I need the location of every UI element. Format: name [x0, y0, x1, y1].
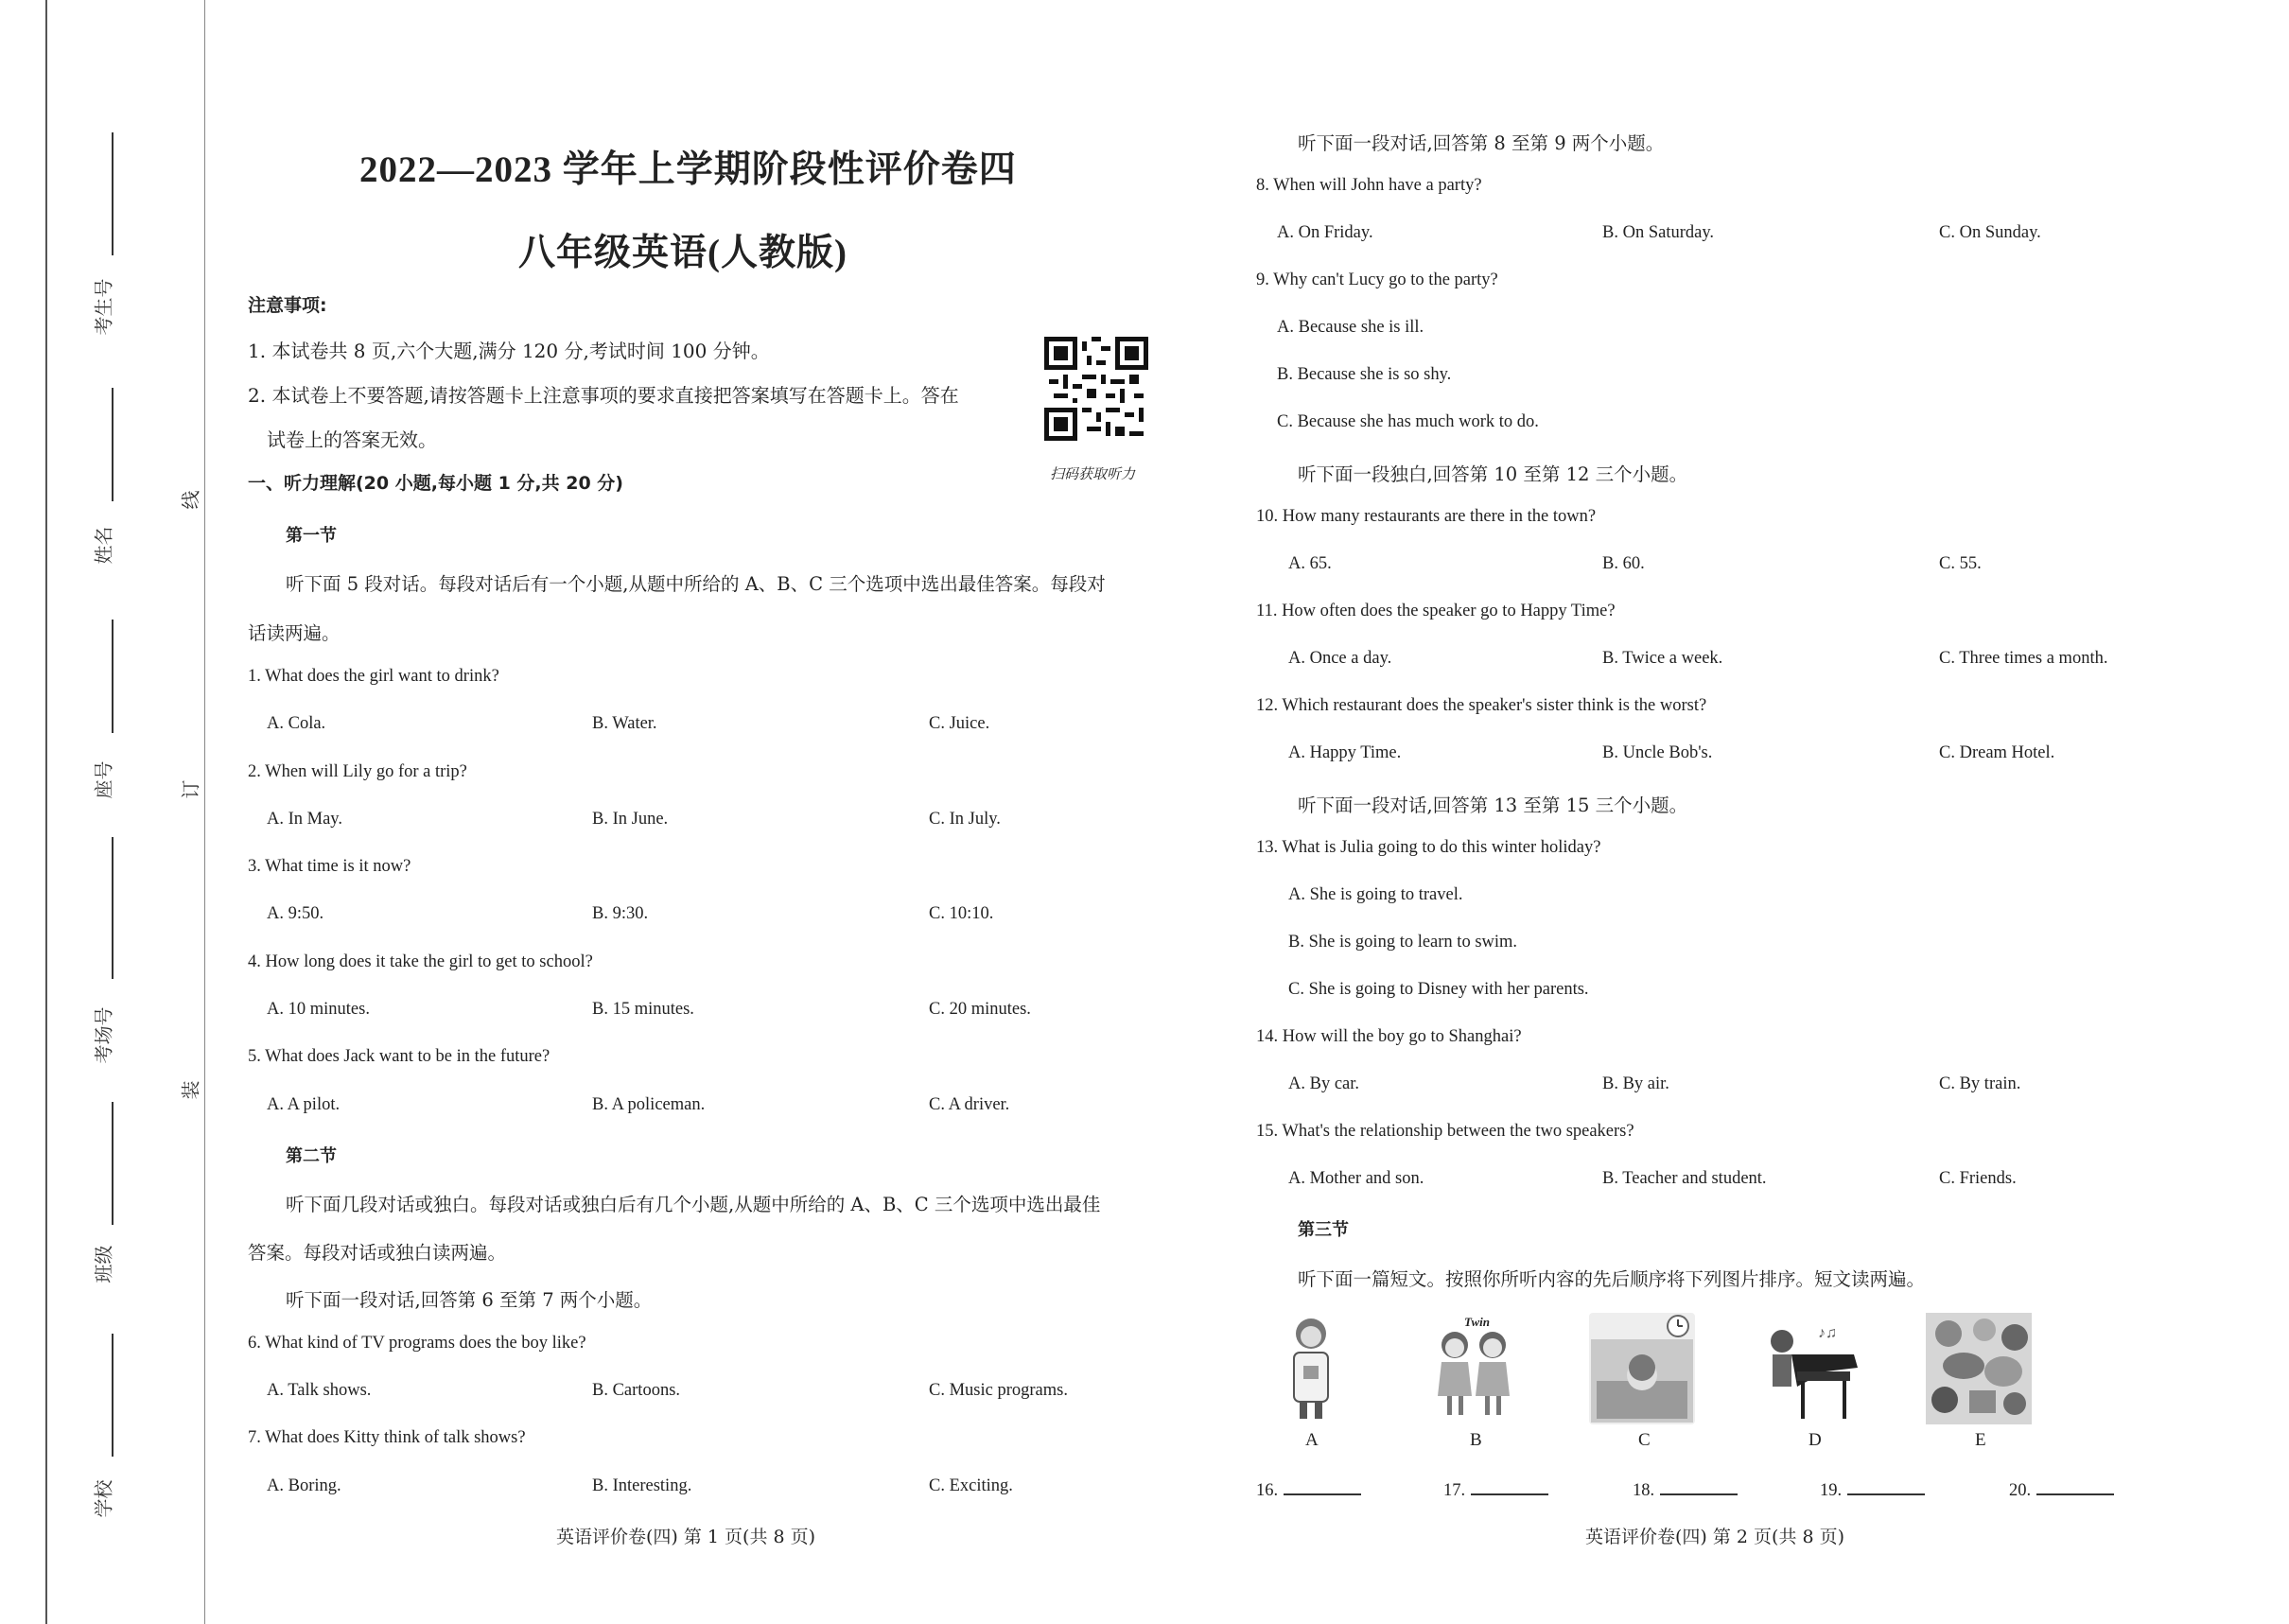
blank-number: 19. — [1820, 1481, 1843, 1500]
part1-instruction-cont: 话读两遍。 — [248, 622, 341, 644]
cut-mark-bind: 订 — [179, 779, 202, 799]
field-line — [112, 388, 114, 501]
question-11-option-b: B. Twice a week. — [1602, 649, 1723, 668]
question-6: 6. What kind of TV programs does the boy like? — [248, 1334, 586, 1353]
qr-caption: 扫码获取听力 — [1050, 465, 1136, 482]
question-1: 1. What does the girl want to drink? — [248, 667, 499, 686]
question-13-option-c: C. She is going to Disney with her parents. — [1288, 980, 1589, 999]
picture-label-c: C — [1638, 1430, 1651, 1450]
cut-mark-pack: 装 — [179, 1080, 202, 1100]
footer-right: 英语评价卷(四) 第 2 页(共 8 页) — [1585, 1527, 1845, 1547]
question-12-option-c: C. Dream Hotel. — [1939, 743, 2055, 762]
field-line — [112, 1102, 114, 1225]
field-name: 姓名 — [92, 526, 115, 565]
question-10-option-c: C. 55. — [1939, 554, 1982, 573]
question-3-option-b: B. 9:30. — [592, 904, 649, 923]
picture-d-piano — [1759, 1313, 1865, 1424]
blank-line — [1284, 1476, 1361, 1495]
question-10-option-a: A. 65. — [1288, 554, 1332, 573]
part2-instruction-cont: 答案。每段对话或独白读两遍。 — [248, 1242, 507, 1264]
picture-a-doctor — [1258, 1313, 1364, 1424]
piano-icon — [1759, 1313, 1865, 1424]
blank-number: 18. — [1633, 1481, 1655, 1500]
question-8-option-c: C. On Sunday. — [1939, 223, 2041, 242]
question-8-option-b: B. On Saturday. — [1602, 223, 1715, 242]
question-11: 11. How often does the speaker go to Happy Time? — [1256, 602, 1616, 620]
question-4: 4. How long does it take the girl to get to school? — [248, 952, 593, 971]
blank-line — [2036, 1476, 2114, 1495]
question-15-option-c: C. Friends. — [1939, 1169, 2017, 1188]
question-10: 10. How many restaurants are there in the town? — [1256, 507, 1597, 526]
dialog-13-15-instruction: 听下面一段对话,回答第 13 至第 15 三个小题。 — [1298, 795, 1688, 816]
question-15-option-a: A. Mother and son. — [1288, 1169, 1424, 1188]
field-line — [112, 132, 114, 255]
question-12-option-b: B. Uncle Bob's. — [1602, 743, 1713, 762]
question-6-option-b: B. Cartoons. — [592, 1381, 681, 1400]
question-4-option-c: C. 20 minutes. — [929, 1000, 1031, 1019]
cut-mark-line: 线 — [179, 490, 202, 510]
question-3: 3. What time is it now? — [248, 857, 411, 876]
sleeping-icon — [1589, 1313, 1695, 1424]
twin-text: Twin — [1464, 1315, 1490, 1329]
question-8: 8. When will John have a party? — [1256, 176, 1482, 195]
picture-e-food — [1926, 1313, 2032, 1424]
question-11-option-a: A. Once a day. — [1288, 649, 1392, 668]
question-5: 5. What does Jack want to be in the future? — [248, 1047, 550, 1066]
question-1-option-c: C. Juice. — [929, 714, 990, 733]
question-13-option-a: A. She is going to travel. — [1288, 885, 1463, 904]
question-8-option-a: A. On Friday. — [1277, 223, 1373, 242]
part2-title: 第二节 — [286, 1146, 337, 1166]
field-line — [112, 837, 114, 979]
question-4-option-a: A. 10 minutes. — [267, 1000, 370, 1019]
question-14-option-b: B. By air. — [1602, 1074, 1669, 1093]
blank-number: 20. — [2009, 1481, 2032, 1500]
question-9-option-c: C. Because she has much work to do. — [1277, 412, 1539, 431]
part3-instruction: 听下面一篇短文。按照你所听内容的先后顺序将下列图片排序。短文读两遍。 — [1298, 1268, 1926, 1290]
part1-title: 第一节 — [286, 526, 337, 546]
field-line — [112, 1334, 114, 1457]
question-4-option-b: B. 15 minutes. — [592, 1000, 694, 1019]
footer-left: 英语评价卷(四) 第 1 页(共 8 页) — [556, 1527, 816, 1547]
food-icon — [1926, 1313, 2032, 1424]
question-5-option-a: A. A pilot. — [267, 1095, 341, 1114]
answer-blank-18[interactable] — [1633, 1476, 1738, 1501]
picture-label-d: D — [1808, 1430, 1822, 1450]
field-school: 学校 — [92, 1479, 115, 1518]
monologue-10-12-instruction: 听下面一段独白,回答第 10 至第 12 三个小题。 — [1298, 463, 1688, 485]
question-13-option-b: B. She is going to learn to swim. — [1288, 933, 1518, 952]
question-9: 9. Why can't Lucy go to the party? — [1256, 271, 1498, 289]
field-exam-room: 考场号 — [92, 1006, 115, 1064]
question-14-option-a: A. By car. — [1288, 1074, 1360, 1093]
question-12: 12. Which restaurant does the speaker's sister think is the worst? — [1256, 696, 1707, 715]
blank-number: 17. — [1443, 1481, 1466, 1500]
question-3-option-a: A. 9:50. — [267, 904, 324, 923]
answer-blank-16[interactable] — [1256, 1476, 1361, 1501]
picture-label-e: E — [1975, 1430, 1986, 1450]
question-12-option-a: A. Happy Time. — [1288, 743, 1402, 762]
svg-text:♪♫: ♪♫ — [1818, 1325, 1837, 1341]
question-2-option-c: C. In July. — [929, 810, 1001, 829]
blank-number: 16. — [1256, 1481, 1279, 1500]
dialog-6-7-instruction: 听下面一段对话,回答第 6 至第 7 两个小题。 — [286, 1289, 653, 1311]
field-student-number: 考生号 — [92, 278, 115, 336]
margin-line-outer — [45, 0, 47, 1624]
page-subtitle: 八年级英语(人教版) — [518, 233, 847, 273]
field-class: 班级 — [92, 1245, 115, 1283]
question-14-option-c: C. By train. — [1939, 1074, 2021, 1093]
picture-b-twins — [1421, 1313, 1527, 1424]
qr-code[interactable] — [1044, 337, 1148, 441]
question-7-option-c: C. Exciting. — [929, 1476, 1013, 1495]
dialog-8-9-instruction: 听下面一段对话,回答第 8 至第 9 两个小题。 — [1298, 132, 1665, 154]
notes-item-2-cont: 试卷上的答案无效。 — [267, 428, 437, 451]
margin-line-inner — [204, 0, 205, 1624]
answer-blank-20[interactable] — [2009, 1476, 2114, 1501]
question-1-option-b: B. Water. — [592, 714, 657, 733]
question-15-option-b: B. Teacher and student. — [1602, 1169, 1767, 1188]
answer-blank-19[interactable] — [1820, 1476, 1925, 1501]
part2-instruction: 听下面几段对话或独白。每段对话或独白后有几个小题,从题中所给的 A、B、C 三个选项中选出最佳 — [286, 1194, 1101, 1215]
notes-heading: 注意事项: — [248, 295, 327, 316]
question-2-option-b: B. In June. — [592, 810, 669, 829]
question-2: 2. When will Lily go for a trip? — [248, 762, 467, 781]
question-13: 13. What is Julia going to do this winter holiday? — [1256, 838, 1601, 857]
question-9-option-a: A. Because she is ill. — [1277, 318, 1424, 337]
question-3-option-c: C. 10:10. — [929, 904, 994, 923]
blank-line — [1471, 1476, 1548, 1495]
question-14: 14. How will the boy go to Shanghai? — [1256, 1027, 1522, 1046]
notes-item-1: 1. 本试卷共 8 页,六个大题,满分 120 分,考试时间 100 分钟。 — [248, 340, 770, 362]
picture-label-b: B — [1470, 1430, 1482, 1450]
part1-instruction: 听下面 5 段对话。每段对话后有一个小题,从题中所给的 A、B、C 三个选项中选出最佳答案。每段对 — [286, 573, 1106, 595]
blank-line — [1847, 1476, 1925, 1495]
field-line — [112, 620, 114, 733]
notes-item-2: 2. 本试卷上不要答题,请按答题卡上注意事项的要求直接把答案填写在答题卡上。答在 — [248, 384, 959, 407]
question-7-option-b: B. Interesting. — [592, 1476, 692, 1495]
question-7: 7. What does Kitty think of talk shows? — [248, 1428, 526, 1447]
section1-heading: 一、听力理解(20 小题,每小题 1 分,共 20 分) — [248, 473, 623, 494]
question-15: 15. What's the relationship between the two speakers? — [1256, 1122, 1634, 1141]
answer-blank-17[interactable] — [1443, 1476, 1548, 1501]
picture-label-a: A — [1305, 1430, 1319, 1450]
page-title: 2022—2023 学年上学期阶段性评价卷四 — [359, 149, 1017, 190]
question-7-option-a: A. Boring. — [267, 1476, 341, 1495]
qr-code-icon — [1044, 337, 1148, 441]
question-6-option-a: A. Talk shows. — [267, 1381, 372, 1400]
question-5-option-b: B. A policeman. — [592, 1095, 706, 1114]
picture-c-sleeping — [1589, 1313, 1695, 1424]
question-5-option-c: C. A driver. — [929, 1095, 1010, 1114]
blank-line — [1660, 1476, 1738, 1495]
question-9-option-b: B. Because she is so shy. — [1277, 365, 1452, 384]
question-1-option-a: A. Cola. — [267, 714, 326, 733]
doctor-icon — [1258, 1313, 1364, 1424]
part3-title: 第三节 — [1298, 1220, 1349, 1240]
question-6-option-c: C. Music programs. — [929, 1381, 1068, 1400]
question-2-option-a: A. In May. — [267, 810, 342, 829]
field-seat: 座号 — [92, 760, 115, 799]
question-11-option-c: C. Three times a month. — [1939, 649, 2108, 668]
question-10-option-b: B. 60. — [1602, 554, 1645, 573]
